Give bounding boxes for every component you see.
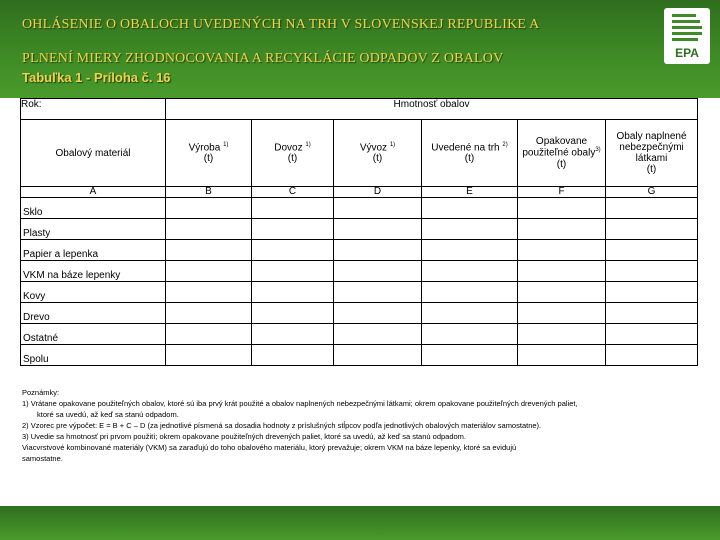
data-cell[interactable] xyxy=(518,324,606,345)
note-1-continued: ktoré sa uvedú, až keď sa stanú odpadom. xyxy=(37,410,179,419)
col-header-placed-on-market: Uvedené na trh $^{2)}$ (t) xyxy=(422,120,518,187)
material-header: Obalový materiál xyxy=(21,120,166,187)
data-cell[interactable] xyxy=(606,240,698,261)
data-cell[interactable] xyxy=(166,198,252,219)
data-cell[interactable] xyxy=(334,282,422,303)
packaging-weight-header: Hmotnosť obalov xyxy=(166,99,698,120)
table-row xyxy=(21,282,698,303)
title-line-2: PLNENÍ MIERY ZHODNOCOVANIA A RECYKLÁCIE ODPADOV Z OBALOV xyxy=(22,51,504,66)
data-cell[interactable] xyxy=(252,198,334,219)
row-label: Kovy xyxy=(21,282,166,303)
note-3: 3) Uvedie sa hmotnosť pri prvom použití; okrem opakovane použiteľných drevených paliet, ktoré sa uvedú, až keď sa stanú odpadom. xyxy=(22,432,467,441)
data-cell[interactable] xyxy=(166,345,252,366)
data-cell[interactable] xyxy=(252,219,334,240)
data-cell[interactable] xyxy=(422,324,518,345)
logo-stripe xyxy=(672,38,698,41)
data-cell[interactable] xyxy=(166,240,252,261)
note-1: 1) Vrátane opakovane použiteľných obalov, ktoré sú iba prvý krát použité a obalov naplnených nebezpečnými látkami; okrem opakovane použiteľných drevených paliet, xyxy=(22,399,578,408)
footer-bar xyxy=(0,506,720,540)
data-cell[interactable] xyxy=(166,219,252,240)
row-label: Papier a lepenka xyxy=(21,240,166,261)
data-cell[interactable] xyxy=(422,219,518,240)
logo-text: EPA xyxy=(675,46,699,60)
col-header-import: Dovoz $^{1)}$ (t) xyxy=(252,120,334,187)
data-cell[interactable] xyxy=(422,240,518,261)
data-cell[interactable] xyxy=(422,198,518,219)
table-subtitle: Tabuľka 1 - Príloha č. 16 xyxy=(22,70,171,85)
data-cell[interactable] xyxy=(518,303,606,324)
data-cell[interactable] xyxy=(334,345,422,366)
data-cell[interactable] xyxy=(252,324,334,345)
table-row xyxy=(21,240,698,261)
note-4-continued: samostatne. xyxy=(22,454,63,463)
table-row xyxy=(21,261,698,282)
packaging-table xyxy=(20,98,698,366)
data-cell[interactable] xyxy=(606,198,698,219)
data-cell[interactable] xyxy=(606,282,698,303)
column-letter-g: G xyxy=(606,187,698,198)
data-cell[interactable] xyxy=(166,324,252,345)
data-cell[interactable] xyxy=(422,303,518,324)
table-row xyxy=(21,345,698,366)
data-cell[interactable] xyxy=(606,303,698,324)
data-cell[interactable] xyxy=(422,261,518,282)
data-cell[interactable] xyxy=(334,240,422,261)
data-cell[interactable] xyxy=(606,324,698,345)
note-2: 2) Vzorec pre výpočet: E = B + C – D (za jednotlivé písmená sa dosadia hodnoty z príslušných stĺpcov podľa jednotlivých obalových materiálov samostatne). xyxy=(22,421,542,430)
data-cell[interactable] xyxy=(518,261,606,282)
logo-stripe xyxy=(672,14,696,17)
data-cell[interactable] xyxy=(334,324,422,345)
footnotes xyxy=(22,387,702,464)
data-cell[interactable] xyxy=(518,198,606,219)
column-letter-d: D xyxy=(334,187,422,198)
year-label: Rok: xyxy=(21,99,166,120)
header-banner xyxy=(0,0,720,98)
row-label: Drevo xyxy=(21,303,166,324)
data-cell[interactable] xyxy=(334,198,422,219)
data-cell[interactable] xyxy=(518,219,606,240)
data-cell[interactable] xyxy=(334,219,422,240)
row-label: Sklo xyxy=(21,198,166,219)
data-cell[interactable] xyxy=(252,303,334,324)
data-cell[interactable] xyxy=(252,240,334,261)
logo-stripe xyxy=(672,26,702,29)
column-letter-f: F xyxy=(518,187,606,198)
row-label: VKM na báze lepenky xyxy=(21,261,166,282)
column-letter-b: B xyxy=(166,187,252,198)
data-cell[interactable] xyxy=(606,219,698,240)
col-header-export: Vývoz $^{1)}$ (t) xyxy=(334,120,422,187)
row-label: Spolu xyxy=(21,345,166,366)
data-cell[interactable] xyxy=(166,282,252,303)
data-cell[interactable] xyxy=(518,240,606,261)
notes-title: Poznámky: xyxy=(22,388,60,397)
data-cell[interactable] xyxy=(166,303,252,324)
table-row xyxy=(21,219,698,240)
table-row xyxy=(21,198,698,219)
col-header-hazardous: Obaly naplnené nebezpečnými látkami (t) xyxy=(606,120,698,187)
col-header-production: Výroba $^{1)}$ (t) xyxy=(166,120,252,187)
data-cell[interactable] xyxy=(252,282,334,303)
data-cell[interactable] xyxy=(422,282,518,303)
data-cell[interactable] xyxy=(252,345,334,366)
table-row xyxy=(21,303,698,324)
data-cell[interactable] xyxy=(606,345,698,366)
row-label: Ostatné xyxy=(21,324,166,345)
data-cell[interactable] xyxy=(606,261,698,282)
logo-stripe xyxy=(672,32,702,35)
data-cell[interactable] xyxy=(422,345,518,366)
table-row xyxy=(21,324,698,345)
data-cell[interactable] xyxy=(334,303,422,324)
column-letter-a: A xyxy=(21,187,166,198)
data-cell[interactable] xyxy=(166,261,252,282)
data-cell[interactable] xyxy=(518,345,606,366)
column-letter-e: E xyxy=(422,187,518,198)
col-header-reusable: Opakovane použiteľné obaly$^{3)}$ (t) xyxy=(518,120,606,187)
title-line-1: OHLÁSENIE O OBALOCH UVEDENÝCH NA TRH V SLOVENSKEJ REPUBLIKE A xyxy=(22,17,540,32)
data-cell[interactable] xyxy=(518,282,606,303)
logo-stripe xyxy=(672,20,700,23)
epa-logo xyxy=(664,8,710,64)
note-4: Viacvrstvové kombinované materiály (VKM) sa zaraďujú do toho obalového materiálu, ktorý prevažuje; okrem VKM na báze lepenky, ktoré sa evidujú xyxy=(22,443,517,452)
row-label: Plasty xyxy=(21,219,166,240)
data-cell[interactable] xyxy=(252,261,334,282)
column-letter-c: C xyxy=(252,187,334,198)
data-cell[interactable] xyxy=(334,261,422,282)
